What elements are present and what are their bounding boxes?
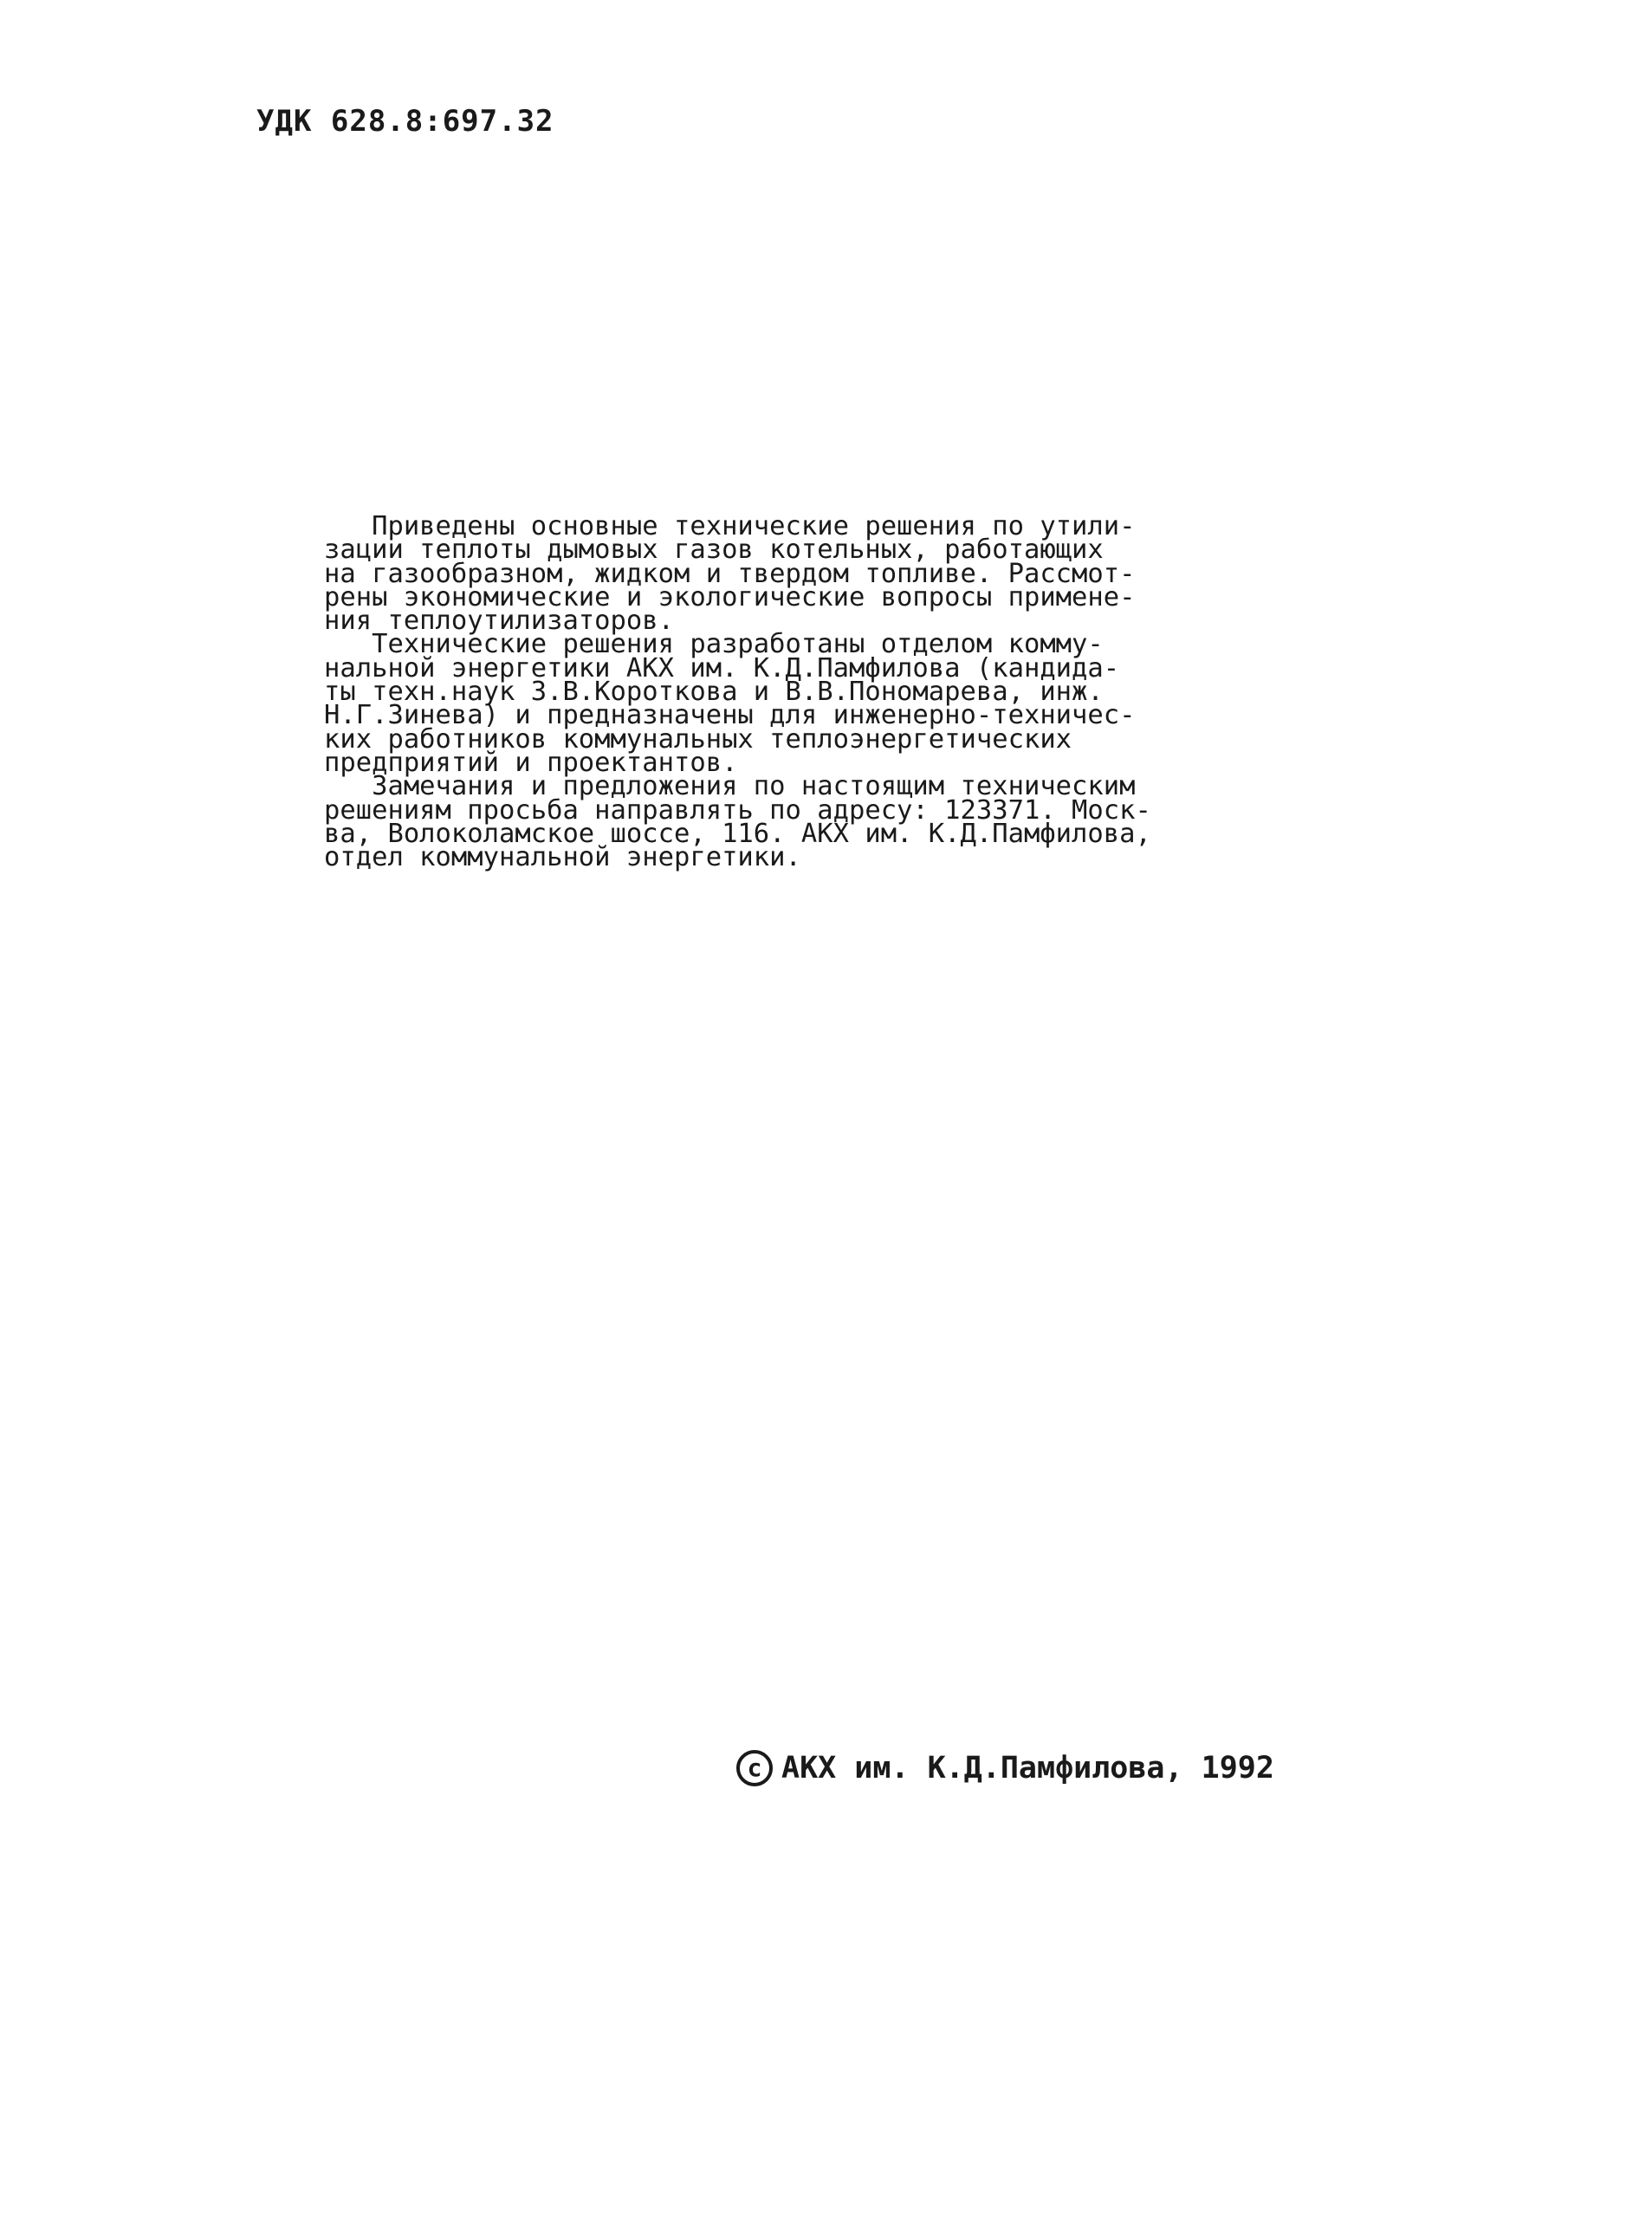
abstract-line: Н.Г.Зинева) и предназначены для инженерно-техничес- [324, 700, 1136, 731]
abstract-line: нальной энергетики АКХ им. К.Д.Памфилова (кандида- [324, 652, 1120, 684]
abstract-line: отдел коммунальной энергетики. [324, 842, 801, 873]
abstract-line: ния теплоутилизаторов. [324, 606, 674, 637]
abstract-line: зации теплоты дымовых газов котельных, работающих [324, 535, 1104, 566]
abstract-text [324, 511, 1312, 873]
abstract-line: ва, Волоколамское шоссе, 116. АКХ им. К.Д.Памфилова, [324, 818, 1151, 849]
copyright-notice [736, 1750, 1274, 1786]
abstract-line: Замечания и предложения по настоящим техническим [324, 771, 1136, 802]
abstract-line: предприятий и проектантов. [324, 747, 738, 778]
udk-code: УДК 628.8:697.32 [256, 104, 554, 139]
abstract-line: ких работников коммунальных теплоэнергетических [324, 723, 1072, 755]
abstract-line: решениям просьба направлять по адресу: 123371. Моск- [324, 794, 1151, 826]
abstract-line: Технические решения разработаны отделом комму- [324, 629, 1104, 660]
abstract-line: ты техн.наук З.В.Короткова и В.В.Пономарева, инж. [324, 677, 1104, 708]
abstract-line: рены экономические и экологические вопросы примене- [324, 581, 1136, 612]
copyright-icon: c [736, 1750, 773, 1786]
copyright-text: АКХ им. К.Д.Памфилова, 1992 [781, 1751, 1274, 1786]
abstract-line: Приведены основные технические решения по утили- [324, 511, 1136, 541]
abstract-line: на газообразном, жидком и твердом топливе. Рассмот- [324, 558, 1136, 589]
